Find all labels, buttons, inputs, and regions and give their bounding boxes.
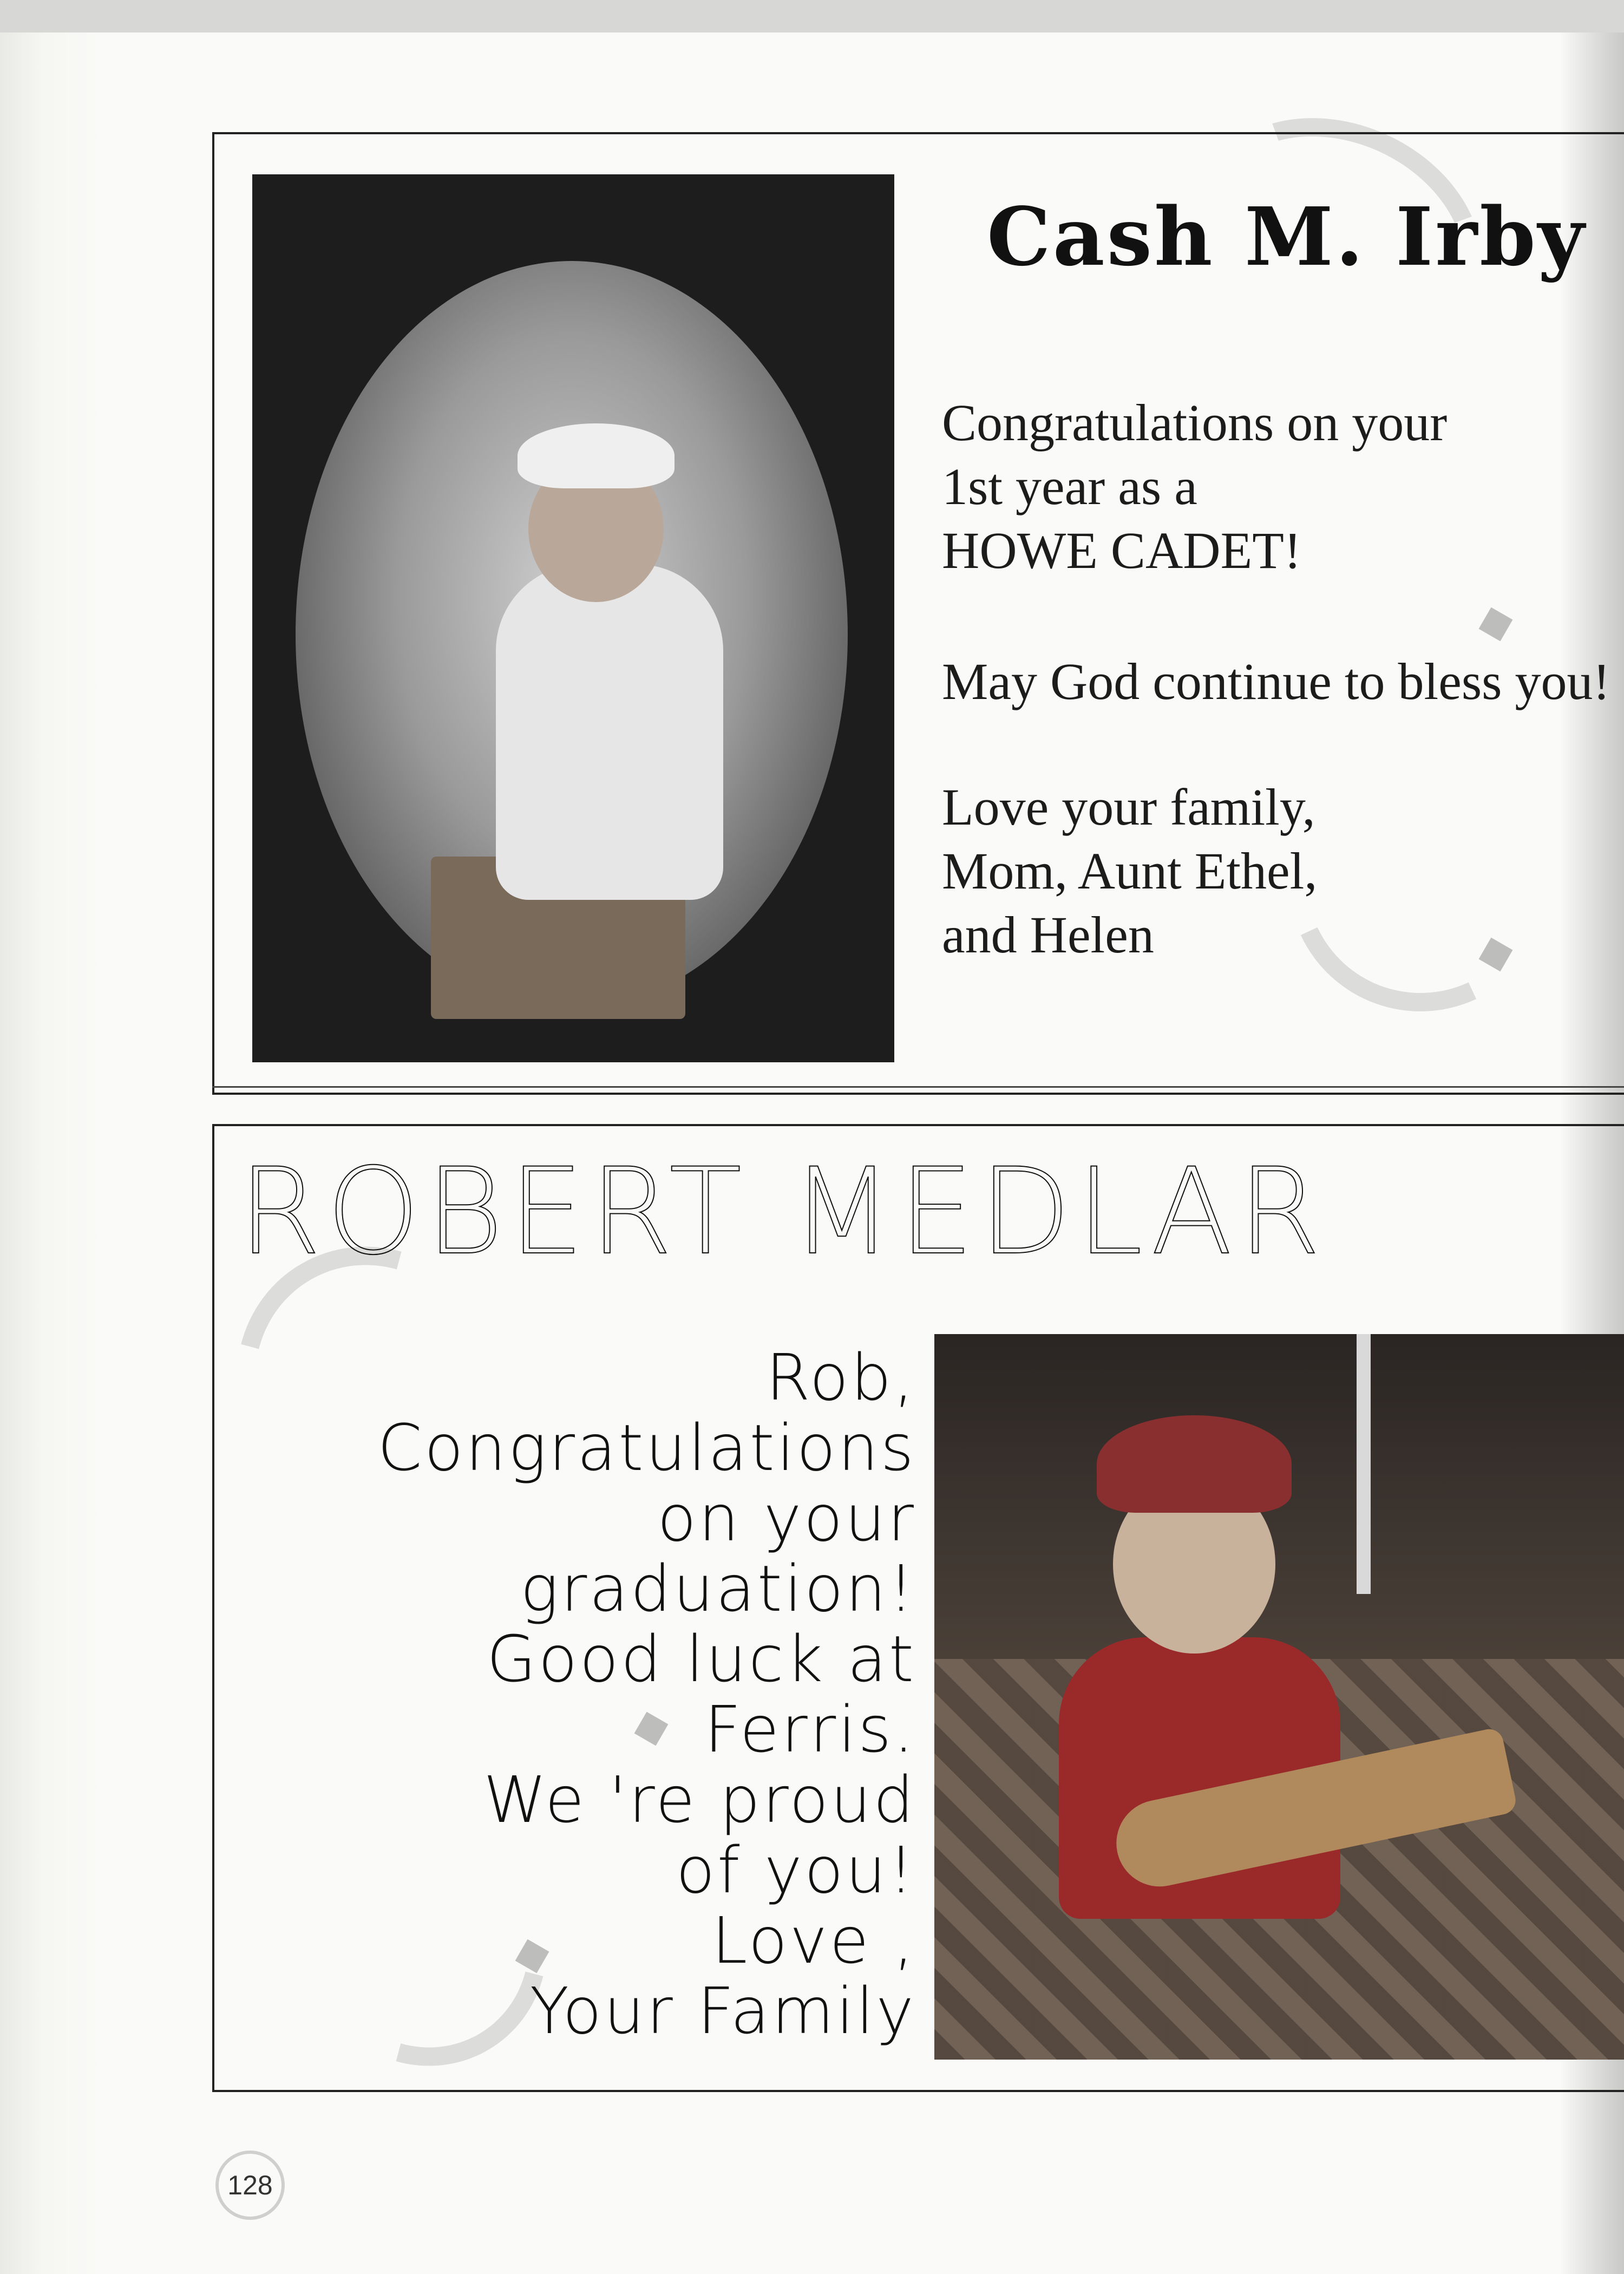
irby-message-line: Congratulations on your: [942, 394, 1448, 452]
medlar-message-line: on your: [657, 1481, 916, 1556]
irby-message-line: May God continue to bless you!: [942, 652, 1610, 710]
photo-stand: [1357, 1334, 1371, 1594]
medlar-message-line: Congratulations: [377, 1410, 916, 1485]
medlar-message-line: graduation!: [520, 1551, 916, 1626]
medlar-message-line: We 're proud: [483, 1762, 916, 1837]
photo-oval-vignette: [296, 261, 848, 1008]
photo-boy-cap: [1097, 1415, 1292, 1513]
medlar-message-line: Love ,: [711, 1903, 916, 1978]
irby-message-line: HOWE CADET!: [942, 521, 1301, 579]
medlar-message-line: Your Family: [529, 1974, 916, 2048]
medlar-name-title: ROBERT MEDLAR: [238, 1142, 1326, 1281]
photo-child-sailor-suit: [496, 564, 723, 900]
irby-message-line: Love your family,: [942, 778, 1315, 836]
medlar-message-line: Rob,: [765, 1340, 916, 1415]
medlar-photo: [934, 1334, 1624, 2060]
page-top-edge: [0, 0, 1624, 32]
medlar-message-line: Ferris.: [704, 1692, 916, 1767]
page-number: 128: [215, 2151, 285, 2220]
irby-name-title: Cash M. Irby: [987, 190, 1587, 284]
irby-message-line: and Helen: [942, 906, 1154, 964]
irby-message-line: Mom, Aunt Ethel,: [942, 842, 1318, 900]
panel-divider: [212, 1086, 1624, 1088]
photo-sailor-hat: [518, 423, 675, 488]
medlar-message-line: of you!: [676, 1833, 916, 1907]
irby-photo: [252, 174, 894, 1062]
medlar-message-line: Good luck at: [486, 1622, 916, 1696]
irby-message-line: 1st year as a: [942, 458, 1197, 515]
